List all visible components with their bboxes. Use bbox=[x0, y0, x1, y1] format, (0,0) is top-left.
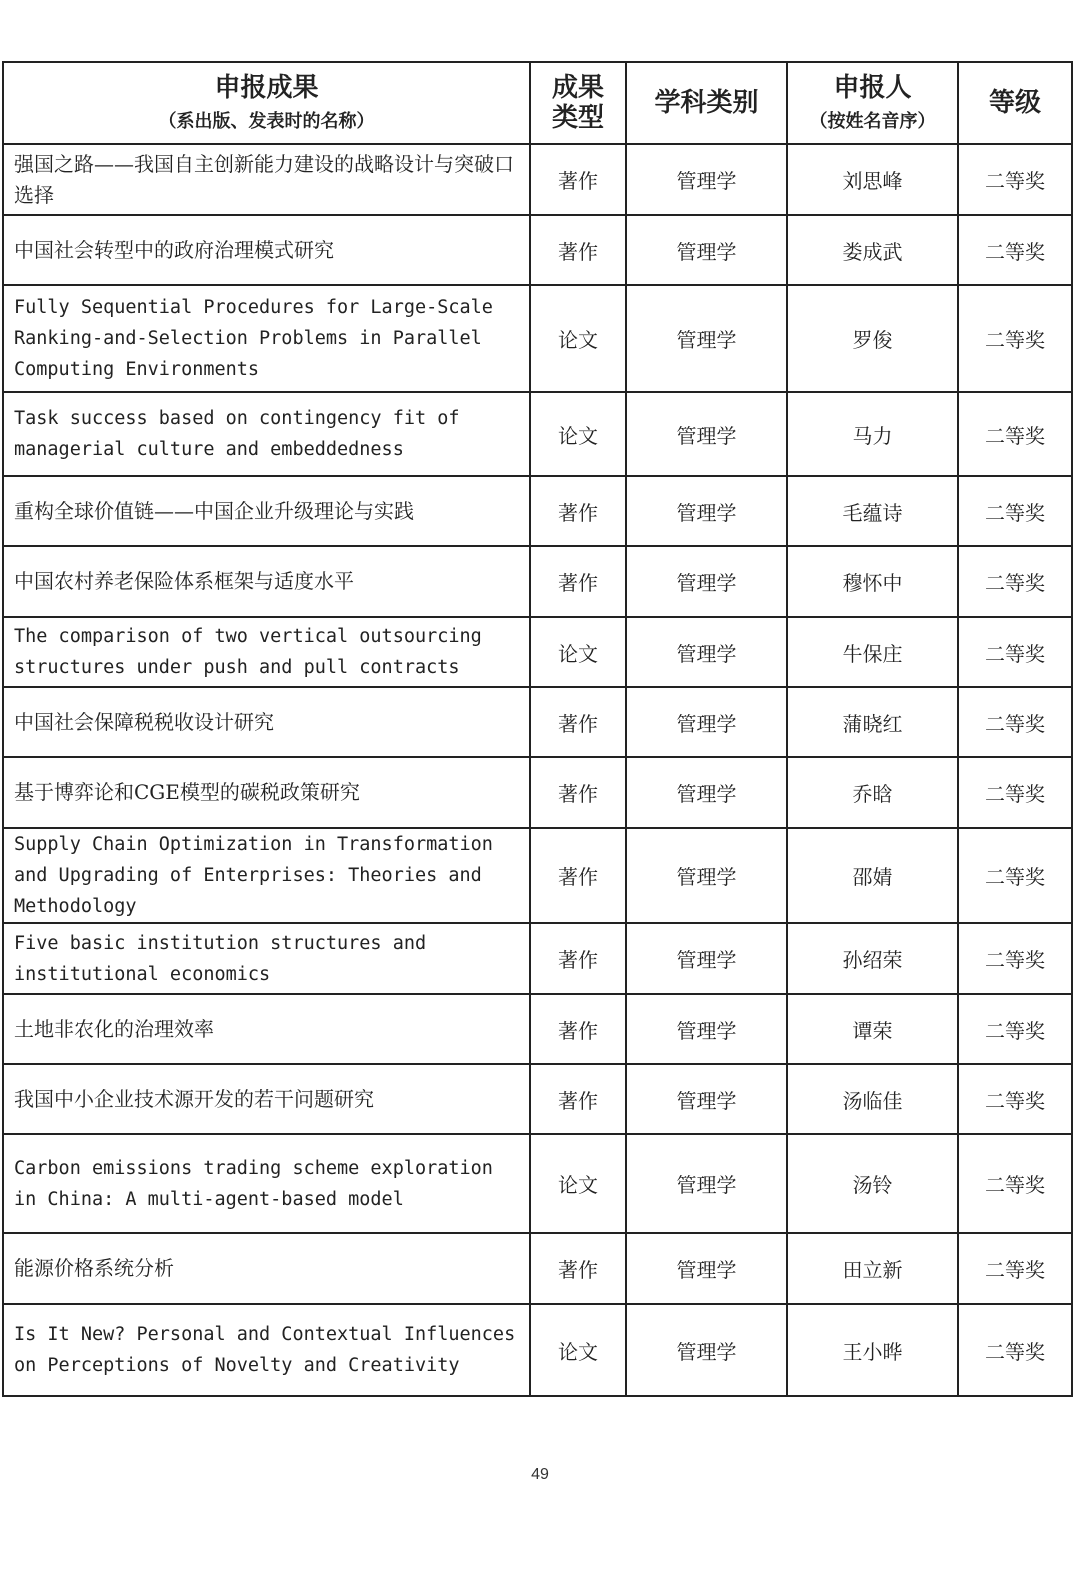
level-cell: 二等奖 bbox=[958, 285, 1072, 392]
discipline-cell: 管理学 bbox=[626, 476, 787, 546]
table-row bbox=[3, 617, 1072, 687]
header-title-note: （系出版、发表时的名称） bbox=[158, 111, 375, 132]
applicant-cell: 邵婧 bbox=[787, 828, 958, 923]
title-cell: Carbon emissions trading scheme exploration in China: A multi-agent-based model bbox=[3, 1134, 530, 1233]
discipline-cell: 管理学 bbox=[626, 1233, 787, 1304]
table-row bbox=[3, 546, 1072, 617]
title-cell: Is It New? Personal and Contextual Influences on Perceptions of Novelty and Creativity bbox=[3, 1304, 530, 1396]
applicant-cell: 蒲晓红 bbox=[787, 687, 958, 757]
level-cell: 二等奖 bbox=[958, 994, 1072, 1064]
discipline-cell: 管理学 bbox=[626, 923, 787, 994]
header-title: 申报成果 bbox=[214, 73, 319, 103]
title-cell: Task success based on contingency fit of managerial culture and embeddedness bbox=[3, 392, 530, 476]
type-cell: 著作 bbox=[530, 215, 626, 285]
applicant-cell: 王小晔 bbox=[787, 1304, 958, 1396]
type-cell: 论文 bbox=[530, 617, 626, 687]
table-row bbox=[3, 285, 1072, 392]
table-row bbox=[3, 828, 1072, 923]
title-cell: 土地非农化的治理效率 bbox=[3, 994, 530, 1064]
awards-table bbox=[2, 61, 1073, 1397]
title-cell: Supply Chain Optimization in Transformation and Upgrading of Enterprises: Theories and Methodology bbox=[3, 828, 530, 923]
level-cell: 二等奖 bbox=[958, 215, 1072, 285]
discipline-cell: 管理学 bbox=[626, 687, 787, 757]
table-row bbox=[3, 923, 1072, 994]
type-cell: 论文 bbox=[530, 285, 626, 392]
applicant-cell: 谭荣 bbox=[787, 994, 958, 1064]
type-cell: 著作 bbox=[530, 144, 626, 215]
level-cell: 二等奖 bbox=[958, 757, 1072, 828]
title-cell: Fully Sequential Procedures for Large-Scale Ranking-and-Selection Problems in Parallel Computing Environments bbox=[3, 285, 530, 392]
applicant-cell: 刘思峰 bbox=[787, 144, 958, 215]
page-number: 49 bbox=[531, 1466, 549, 1483]
type-cell: 著作 bbox=[530, 687, 626, 757]
discipline-cell: 管理学 bbox=[626, 285, 787, 392]
discipline-cell: 管理学 bbox=[626, 1064, 787, 1134]
type-cell: 著作 bbox=[530, 1233, 626, 1304]
title-cell: 基于博弈论和CGE模型的碳税政策研究 bbox=[3, 757, 530, 828]
table-row bbox=[3, 392, 1072, 476]
level-cell: 二等奖 bbox=[958, 476, 1072, 546]
table-row bbox=[3, 1233, 1072, 1304]
discipline-cell: 管理学 bbox=[626, 757, 787, 828]
table-row bbox=[3, 1064, 1072, 1134]
type-cell: 著作 bbox=[530, 757, 626, 828]
discipline-cell: 管理学 bbox=[626, 1304, 787, 1396]
table-row bbox=[3, 144, 1072, 215]
discipline-cell: 管理学 bbox=[626, 828, 787, 923]
applicant-cell: 娄成武 bbox=[787, 215, 958, 285]
type-cell: 论文 bbox=[530, 1304, 626, 1396]
type-cell: 著作 bbox=[530, 923, 626, 994]
header-applicant-note: （按姓名音序） bbox=[809, 111, 936, 132]
applicant-cell: 牛保庄 bbox=[787, 617, 958, 687]
level-cell: 二等奖 bbox=[958, 144, 1072, 215]
header-discipline: 学科类别 bbox=[626, 62, 787, 144]
discipline-cell: 管理学 bbox=[626, 546, 787, 617]
table-row bbox=[3, 994, 1072, 1064]
type-cell: 著作 bbox=[530, 546, 626, 617]
level-cell: 二等奖 bbox=[958, 1304, 1072, 1396]
level-cell: 二等奖 bbox=[958, 1134, 1072, 1233]
discipline-cell: 管理学 bbox=[626, 1134, 787, 1233]
level-cell: 二等奖 bbox=[958, 617, 1072, 687]
type-cell: 论文 bbox=[530, 392, 626, 476]
title-cell: 中国社会保障税税收设计研究 bbox=[3, 687, 530, 757]
type-cell: 著作 bbox=[530, 828, 626, 923]
header-applicant-cell bbox=[787, 62, 958, 144]
applicant-cell: 孙绍荣 bbox=[787, 923, 958, 994]
applicant-cell: 穆怀中 bbox=[787, 546, 958, 617]
level-cell: 二等奖 bbox=[958, 1233, 1072, 1304]
level-cell: 二等奖 bbox=[958, 1064, 1072, 1134]
applicant-cell: 田立新 bbox=[787, 1233, 958, 1304]
level-cell: 二等奖 bbox=[958, 392, 1072, 476]
title-cell: 重构全球价值链——中国企业升级理论与实践 bbox=[3, 476, 530, 546]
level-cell: 二等奖 bbox=[958, 546, 1072, 617]
discipline-cell: 管理学 bbox=[626, 144, 787, 215]
applicant-cell: 汤临佳 bbox=[787, 1064, 958, 1134]
table-row bbox=[3, 1134, 1072, 1233]
header-title-cell bbox=[3, 62, 530, 144]
header-level: 等级 bbox=[958, 62, 1072, 144]
applicant-cell: 罗俊 bbox=[787, 285, 958, 392]
applicant-cell: 乔晗 bbox=[787, 757, 958, 828]
level-cell: 二等奖 bbox=[958, 828, 1072, 923]
title-cell: 中国社会转型中的政府治理模式研究 bbox=[3, 215, 530, 285]
table-row bbox=[3, 1304, 1072, 1396]
applicant-cell: 毛蕴诗 bbox=[787, 476, 958, 546]
table-row bbox=[3, 476, 1072, 546]
title-cell: The comparison of two vertical outsourcing structures under push and pull contracts bbox=[3, 617, 530, 687]
discipline-cell: 管理学 bbox=[626, 617, 787, 687]
type-cell: 著作 bbox=[530, 1064, 626, 1134]
header-applicant: 申报人 bbox=[833, 73, 912, 103]
discipline-cell: 管理学 bbox=[626, 994, 787, 1064]
level-cell: 二等奖 bbox=[958, 923, 1072, 994]
header-row bbox=[3, 62, 1072, 144]
table-body bbox=[3, 144, 1072, 1396]
table-row bbox=[3, 757, 1072, 828]
title-cell: 强国之路——我国自主创新能力建设的战略设计与突破口选择 bbox=[3, 144, 530, 215]
title-cell: 我国中小企业技术源开发的若干问题研究 bbox=[3, 1064, 530, 1134]
header-type: 成果类型 bbox=[530, 62, 626, 144]
applicant-cell: 汤铃 bbox=[787, 1134, 958, 1233]
title-cell: 中国农村养老保险体系框架与适度水平 bbox=[3, 546, 530, 617]
discipline-cell: 管理学 bbox=[626, 392, 787, 476]
title-cell: 能源价格系统分析 bbox=[3, 1233, 530, 1304]
title-cell: Five basic institution structures and institutional economics bbox=[3, 923, 530, 994]
table-row bbox=[3, 687, 1072, 757]
type-cell: 著作 bbox=[530, 476, 626, 546]
type-cell: 著作 bbox=[530, 994, 626, 1064]
applicant-cell: 马力 bbox=[787, 392, 958, 476]
discipline-cell: 管理学 bbox=[626, 215, 787, 285]
table-row bbox=[3, 215, 1072, 285]
type-cell: 论文 bbox=[530, 1134, 626, 1233]
level-cell: 二等奖 bbox=[958, 687, 1072, 757]
